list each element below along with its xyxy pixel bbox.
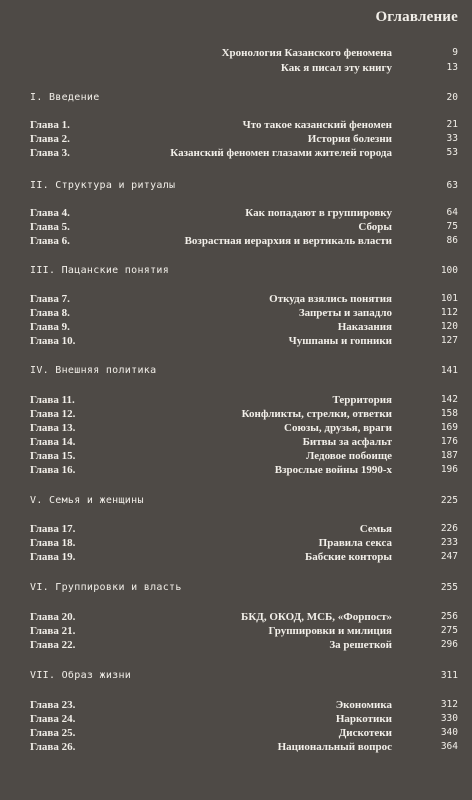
chapter-entry-label: Глава 17. — [30, 523, 76, 535]
chapter-entry-label: Глава 12. — [30, 408, 76, 420]
chapter-entry-label: Глава 8. — [30, 307, 70, 319]
front-matter-entry — [0, 61, 472, 75]
chapter-entry-label: Глава 26. — [30, 741, 76, 753]
part-heading-page-number: 225 — [440, 495, 458, 506]
chapter-entry-page-number: 196 — [440, 464, 458, 475]
chapter-entry — [0, 234, 472, 248]
chapter-entry-page-number: 120 — [440, 321, 458, 332]
chapter-entry-label: Глава 14. — [30, 436, 76, 448]
chapter-entry-title: Национальный вопрос — [277, 741, 392, 753]
chapter-entry-page-number: 142 — [440, 394, 458, 405]
chapter-entry-label: Глава 13. — [30, 422, 76, 434]
chapter-entry-page-number: 75 — [446, 221, 458, 232]
chapter-entry — [0, 449, 472, 463]
part-heading-page-number: 20 — [446, 92, 458, 103]
chapter-entry — [0, 393, 472, 407]
chapter-entry-page-number: 127 — [440, 335, 458, 346]
chapter-entry-title: За решеткой — [329, 639, 392, 651]
chapter-entry — [0, 407, 472, 421]
chapter-entry — [0, 206, 472, 220]
chapter-entry-title: Бабские конторы — [305, 551, 392, 563]
chapter-entry-label: Глава 1. — [30, 119, 70, 131]
part-heading-label: III. Пацанские понятия — [30, 265, 170, 276]
chapter-entry-label: Глава 16. — [30, 464, 76, 476]
part-heading-label: VII. Образ жизни — [30, 670, 132, 681]
chapter-entry-title: Чушпаны и гопники — [288, 335, 392, 347]
chapter-entry-label: Глава 25. — [30, 727, 76, 739]
part-heading — [0, 581, 472, 595]
chapter-entry-title: Дискотеки — [338, 727, 392, 739]
chapter-entry-title: Наркотики — [335, 713, 392, 725]
chapter-entry-page-number: 226 — [440, 523, 458, 534]
part-heading — [0, 669, 472, 683]
chapter-entry-title: Как попадают в группировку — [245, 207, 392, 219]
chapter-entry-label: Глава 9. — [30, 321, 70, 333]
part-heading-label: VI. Группировки и власть — [30, 582, 182, 593]
chapter-entry-page-number: 233 — [440, 537, 458, 548]
chapter-entry-label: Глава 11. — [30, 394, 75, 406]
chapter-entry — [0, 421, 472, 435]
part-heading-label: V. Семья и женщины — [30, 495, 144, 506]
chapter-entry-title: Запреты и западло — [298, 307, 392, 319]
chapter-entry-page-number: 256 — [440, 611, 458, 622]
chapter-entry-page-number: 33 — [446, 133, 458, 144]
chapter-entry — [0, 292, 472, 306]
chapter-entry-title: Возрастная иерархия и вертикаль власти — [184, 235, 392, 247]
chapter-entry-page-number: 86 — [446, 235, 458, 246]
chapter-entry-title: Наказания — [337, 321, 392, 333]
chapter-entry-title: БКД, ОКОД, МСБ, «Форпост» — [241, 611, 392, 623]
chapter-entry-title: Казанский феномен глазами жителей города — [170, 147, 392, 159]
chapter-entry — [0, 146, 472, 160]
part-heading-page-number: 100 — [440, 265, 458, 276]
chapter-entry-page-number: 64 — [446, 207, 458, 218]
chapter-entry-label: Глава 18. — [30, 537, 76, 549]
chapter-entry — [0, 522, 472, 536]
chapter-entry-page-number: 187 — [440, 450, 458, 461]
chapter-entry — [0, 550, 472, 564]
chapter-entry-label: Глава 6. — [30, 235, 70, 247]
front-matter-entry-title: Как я писал эту книгу — [280, 62, 392, 74]
chapter-entry — [0, 334, 472, 348]
chapter-entry — [0, 536, 472, 550]
chapter-entry-title: Семья — [359, 523, 392, 535]
chapter-entry — [0, 638, 472, 652]
chapter-entry-label: Глава 20. — [30, 611, 76, 623]
chapter-entry-label: Глава 4. — [30, 207, 70, 219]
part-heading — [0, 264, 472, 278]
chapter-entry-title: Что такое казанский феномен — [242, 119, 392, 131]
chapter-entry-title: Битвы за асфальт — [302, 436, 392, 448]
chapter-entry — [0, 306, 472, 320]
chapter-entry-label: Глава 22. — [30, 639, 76, 651]
chapter-entry-title: Ледовое побоище — [306, 450, 392, 462]
part-heading — [0, 494, 472, 508]
part-heading-page-number: 141 — [440, 365, 458, 376]
chapter-entry-page-number: 330 — [440, 713, 458, 724]
chapter-entry-title: Союзы, друзья, враги — [284, 422, 392, 434]
chapter-entry-page-number: 53 — [446, 147, 458, 158]
part-heading — [0, 179, 472, 193]
chapter-entry-title: Взрослые войны 1990-х — [274, 464, 392, 476]
chapter-entry-page-number: 275 — [440, 625, 458, 636]
chapter-entry-page-number: 101 — [440, 293, 458, 304]
chapter-entry — [0, 220, 472, 234]
chapter-entry-page-number: 247 — [440, 551, 458, 562]
part-heading-page-number: 311 — [440, 670, 458, 681]
chapter-entry-label: Глава 2. — [30, 133, 70, 145]
chapter-entry-label: Глава 19. — [30, 551, 76, 563]
front-matter-entry — [0, 46, 472, 60]
page-title: Оглавление — [375, 9, 458, 25]
chapter-entry-page-number: 158 — [440, 408, 458, 419]
chapter-entry-page-number: 21 — [446, 119, 458, 130]
part-heading-page-number: 255 — [440, 582, 458, 593]
chapter-entry — [0, 726, 472, 740]
chapter-entry-label: Глава 3. — [30, 147, 70, 159]
part-heading-page-number: 63 — [446, 180, 458, 191]
chapter-entry-label: Глава 15. — [30, 450, 76, 462]
front-matter-entry-page-number: 13 — [446, 62, 458, 73]
chapter-entry-label: Глава 5. — [30, 221, 70, 233]
part-heading-label: II. Структура и ритуалы — [30, 180, 176, 191]
chapter-entry-page-number: 169 — [440, 422, 458, 433]
chapter-entry-page-number: 364 — [440, 741, 458, 752]
chapter-entry — [0, 118, 472, 132]
chapter-entry-label: Глава 10. — [30, 335, 76, 347]
chapter-entry — [0, 132, 472, 146]
chapter-entry-page-number: 176 — [440, 436, 458, 447]
chapter-entry — [0, 624, 472, 638]
chapter-entry-title: Группировки и милиция — [268, 625, 392, 637]
part-heading-label: IV. Внешняя политика — [30, 365, 157, 376]
chapter-entry-title: Откуда взялись понятия — [269, 293, 392, 305]
chapter-entry-label: Глава 21. — [30, 625, 76, 637]
chapter-entry-label: Глава 23. — [30, 699, 76, 711]
part-heading-label: I. Введение — [30, 92, 100, 103]
chapter-entry — [0, 320, 472, 334]
chapter-entry — [0, 698, 472, 712]
front-matter-entry-title: Хронология Казанского феномена — [221, 47, 392, 59]
chapter-entry — [0, 610, 472, 624]
chapter-entry — [0, 435, 472, 449]
chapter-entry — [0, 740, 472, 754]
chapter-entry — [0, 712, 472, 726]
chapter-entry-page-number: 112 — [440, 307, 458, 318]
chapter-entry-label: Глава 7. — [30, 293, 70, 305]
chapter-entry-title: Территория — [332, 394, 392, 406]
chapter-entry-label: Глава 24. — [30, 713, 76, 725]
chapter-entry-title: Правила секса — [318, 537, 392, 549]
chapter-entry-title: История болезни — [307, 133, 392, 145]
chapter-entry-title: Сборы — [358, 221, 392, 233]
chapter-entry-page-number: 296 — [440, 639, 458, 650]
front-matter-entry-page-number: 9 — [452, 47, 458, 58]
chapter-entry-title: Экономика — [335, 699, 392, 711]
chapter-entry-page-number: 312 — [440, 699, 458, 710]
chapter-entry-page-number: 340 — [440, 727, 458, 738]
chapter-entry — [0, 463, 472, 477]
part-heading — [0, 364, 472, 378]
part-heading — [0, 91, 472, 105]
chapter-entry-title: Конфликты, стрелки, ответки — [241, 408, 392, 420]
